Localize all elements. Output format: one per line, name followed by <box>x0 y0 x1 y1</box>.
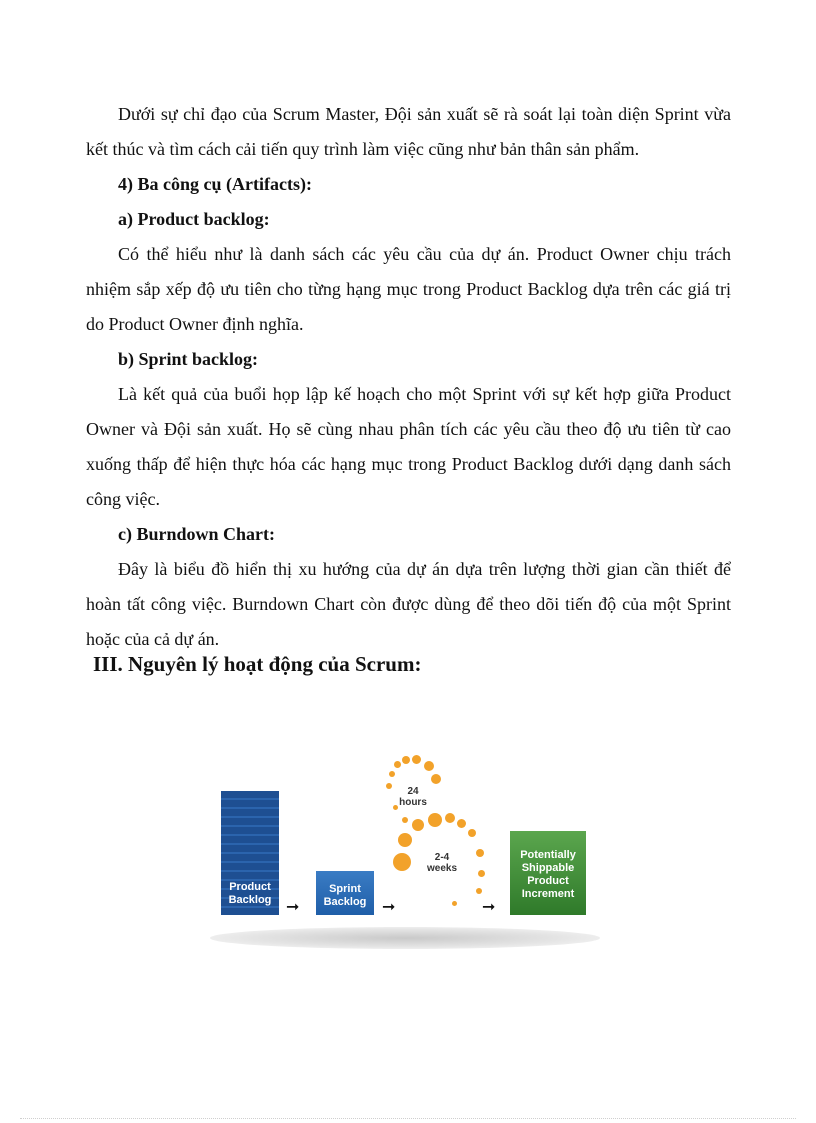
cycle-dot <box>398 833 412 847</box>
body-text <box>86 97 731 657</box>
daily-cycle-unit: hours <box>399 797 427 808</box>
increment-label-1: Potentially <box>520 849 576 861</box>
increment-label-2: Shippable <box>521 862 575 874</box>
cycle-dot <box>412 819 424 831</box>
sprint-cycle-label <box>422 852 462 874</box>
arrow-right-icon: ➞ <box>286 897 300 916</box>
cycle-dot <box>428 813 442 827</box>
cycle-dot <box>386 783 392 789</box>
figure-shadow <box>210 927 600 949</box>
sprint-backlog-label-2: Backlog <box>323 896 367 908</box>
cycle-dot <box>394 761 401 768</box>
increment-label-4: Increment <box>521 888 575 900</box>
cycle-dot <box>476 849 484 857</box>
cycle-dot <box>412 755 421 764</box>
paragraph-burndown-chart: Đây là biểu đồ hiển thị xu hướng của dự án dựa trên lượng thời gian cần thiết để hoàn tất công việc. Burndown Chart còn được dùng để theo dõi tiến độ của một Sprint hoặc của cả dự án. <box>86 559 731 649</box>
section-title: III. Nguyên lý hoạt động của Scrum: <box>93 652 422 676</box>
heading-product-backlog: a) Product backlog: <box>118 209 270 229</box>
paragraph-sprint-backlog: Là kết quả của buổi họp lập kế hoạch cho một Sprint với sự kết hợp giữa Product Owner và Đội sản xuất. Họ sẽ cùng nhau phân tích các yêu cầu theo độ ưu tiên từ cao xuống thấp để hiện thực hóa các hạng mục trong Product Backlog dưới dạng danh sách công việc. <box>86 384 731 509</box>
sprint-cycle-unit: weeks <box>426 863 458 874</box>
cycle-dot <box>402 817 408 823</box>
heading-burndown-chart: c) Burndown Chart: <box>118 524 276 544</box>
sprint-backlog-box <box>316 871 374 915</box>
page-bottom-divider <box>20 1118 796 1119</box>
cycle-dot <box>452 901 457 906</box>
cycle-dot <box>445 813 455 823</box>
heading-sprint-backlog: b) Sprint backlog: <box>118 349 259 369</box>
daily-cycle-hours: 24 <box>407 786 419 797</box>
cycle-dot <box>402 756 410 764</box>
cycle-dot <box>478 870 485 877</box>
arrow-right-icon: ➞ <box>382 897 396 916</box>
daily-cycle-label <box>396 786 430 808</box>
sprint-backlog-label-1: Sprint <box>329 883 361 895</box>
product-backlog-label-2: Backlog <box>228 894 272 906</box>
arrow-right-icon: ➞ <box>482 897 496 916</box>
scrum-process-figure <box>200 755 610 955</box>
cycle-dot <box>424 761 434 771</box>
product-backlog-label-1: Product <box>229 881 271 893</box>
paragraph-product-backlog: Có thể hiểu như là danh sách các yêu cầu của dự án. Product Owner chịu trách nhiệm sắp xếp độ ưu tiên cho từng hạng mục trong Product Backlog dựa trên các giá trị do Product Owner định nghĩa. <box>86 244 731 334</box>
potentially-shippable-increment-box <box>510 831 586 915</box>
product-backlog-box <box>221 791 279 915</box>
cycle-dot <box>393 853 411 871</box>
increment-label-3: Product <box>527 875 569 887</box>
cycle-dot <box>476 888 482 894</box>
cycle-dot <box>468 829 476 837</box>
cycle-dot <box>457 819 466 828</box>
cycle-dot <box>389 771 395 777</box>
heading-artifacts: 4) Ba công cụ (Artifacts): <box>118 174 312 194</box>
paragraph-sprint-retrospective: Dưới sự chỉ đạo của Scrum Master, Đội sản xuất sẽ rà soát lại toàn diện Sprint vừa kết thúc và tìm cách cải tiến quy trình làm việc cũng như bản thân sản phẩm. <box>86 104 731 159</box>
cycle-dot <box>431 774 441 784</box>
sprint-cycle-duration: 2-4 <box>434 852 450 863</box>
